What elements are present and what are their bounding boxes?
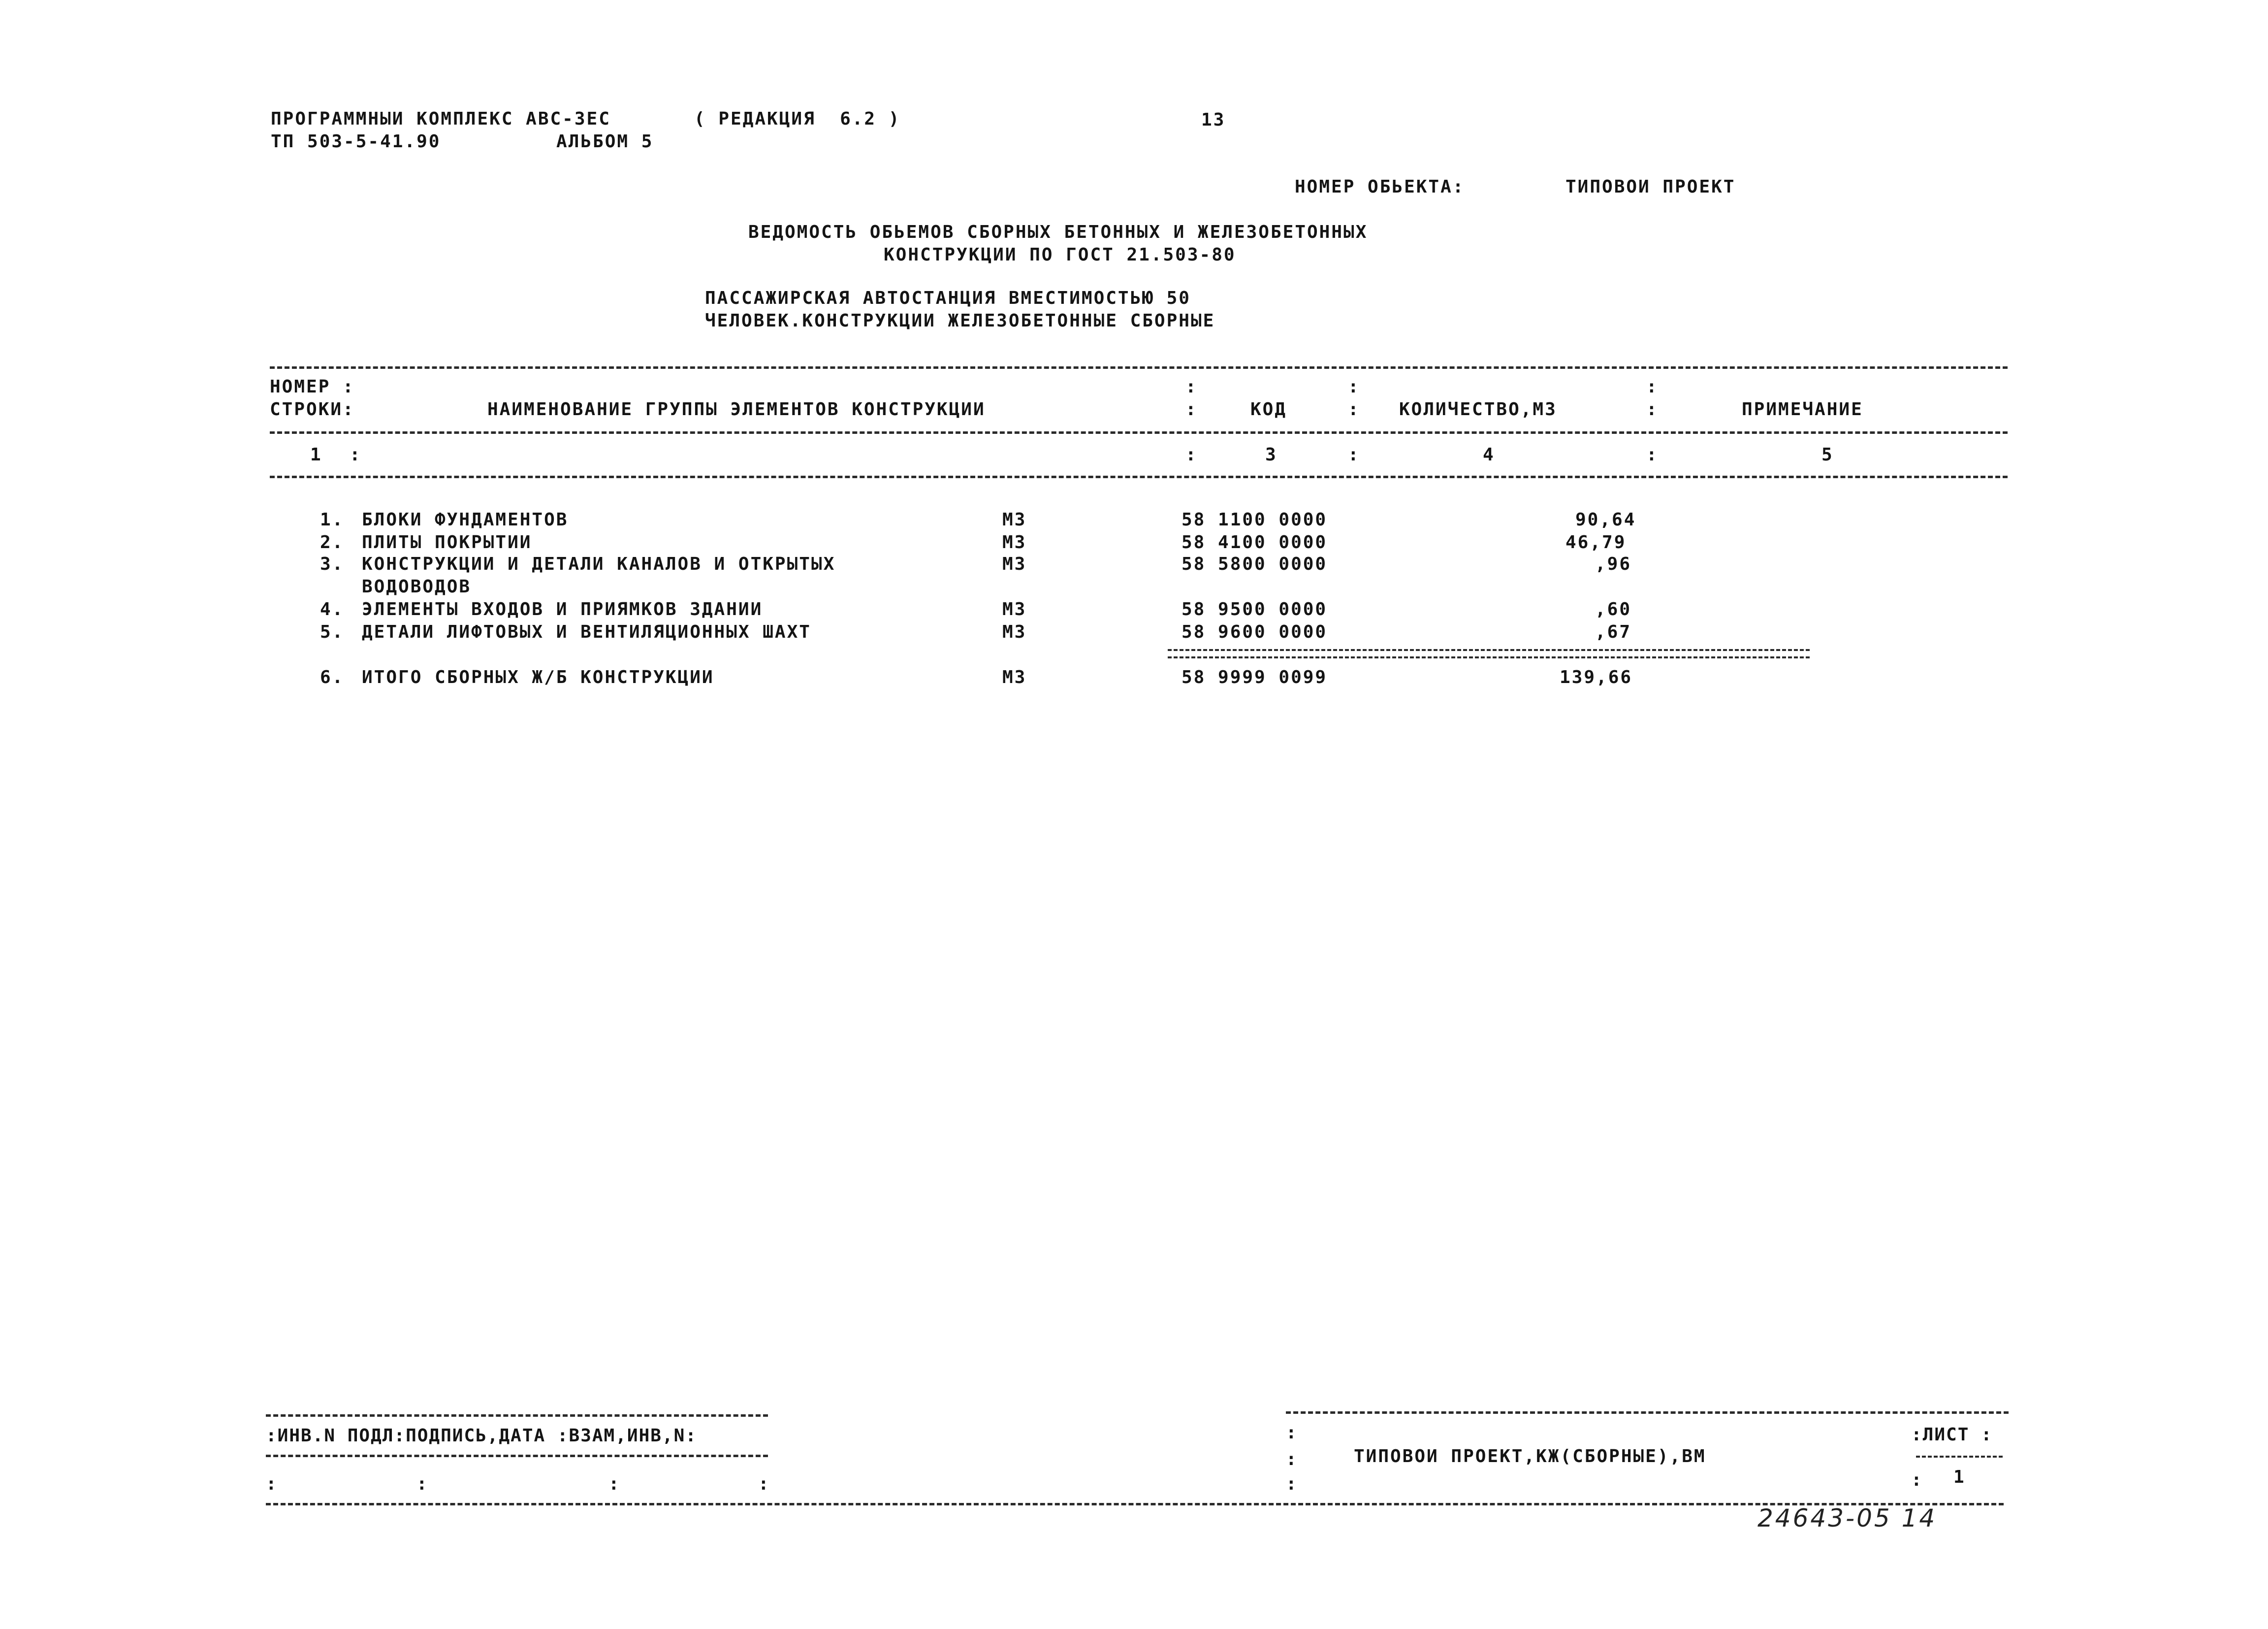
row-6-name: ИТОГО СБОРНЫХ Ж/Б КОНСТРУКЦИИ xyxy=(362,667,714,687)
footer-left-sep-2: : xyxy=(416,1474,429,1494)
handwritten-code: 24643-05 14 xyxy=(1757,1504,1937,1532)
row-3-code: 58 5800 0000 xyxy=(1182,554,1328,574)
row-3-unit: М3 xyxy=(1002,554,1027,574)
footer-right-sep-1: : xyxy=(1286,1423,1298,1443)
footer-bottom-rule xyxy=(266,1503,2004,1505)
row-4-unit: М3 xyxy=(1002,599,1027,619)
title-line-1: ВЕДОМОСТЬ ОБЬЕМОВ СБОРНЫХ БЕТОННЫХ И ЖЕЛЕЗОБЕТОННЫХ xyxy=(748,222,1368,242)
title-line-2: КОНСТРУКЦИИ ПО ГОСТ 21.503-80 xyxy=(884,245,1236,265)
header-qty: КОЛИЧЕСТВО,М3 xyxy=(1399,399,1557,420)
footer-right-sep-3: : xyxy=(1286,1474,1298,1494)
program-line: ПРОГРАММНЫИ КОМПЛЕКС АВС-ЗЕС xyxy=(271,109,611,129)
footer-left-mid-rule xyxy=(266,1455,768,1457)
header-code: КОД xyxy=(1250,399,1287,420)
row-4-name: ЭЛЕМЕНТЫ ВХОДОВ И ПРИЯМКОВ ЗДАНИИ xyxy=(362,599,763,619)
page-number: 13 xyxy=(1201,110,1226,130)
row-1-name: БЛОКИ ФУНДАМЕНТОВ xyxy=(362,510,569,530)
col-number-sep-2: : xyxy=(1185,445,1198,465)
header-sep-3b: : xyxy=(1646,399,1659,420)
footer-sheet-value: 1 xyxy=(1953,1467,1966,1487)
row-1-unit: М3 xyxy=(1002,510,1027,530)
header-sep-3a: : xyxy=(1646,377,1659,397)
col-number-5: 5 xyxy=(1821,445,1834,465)
footer-right-top-rule xyxy=(1286,1411,2009,1414)
row-6-num: 6. xyxy=(320,667,345,687)
footer-sheet-label: :ЛИСТ : xyxy=(1911,1425,1993,1445)
row-4-code: 58 9500 0000 xyxy=(1182,599,1328,619)
row-2-name: ПЛИТЫ ПОКРЫТИИ xyxy=(362,532,532,553)
row-3-name: КОНСТРУКЦИИ И ДЕТАЛИ КАНАЛОВ И ОТКРЫТЫХ xyxy=(362,554,836,574)
header-note: ПРИМЕЧАНИЕ xyxy=(1742,399,1863,420)
footer-right-sep-2: : xyxy=(1286,1449,1298,1469)
row-6-code: 58 9999 0099 xyxy=(1182,667,1328,687)
header-sep-2b: : xyxy=(1348,399,1360,420)
edition: ( РЕДАКЦИЯ 6.2 ) xyxy=(694,109,901,129)
footer-left-sep-4: : xyxy=(758,1474,770,1494)
footer-sheet-rule xyxy=(1916,1456,2003,1458)
table-top-rule xyxy=(270,366,2008,369)
row-1-qty: 90,64 xyxy=(1575,510,1636,530)
row-4-num: 4. xyxy=(320,599,345,619)
total-double-rule xyxy=(1168,649,1810,658)
row-5-name: ДЕТАЛИ ЛИФТОВЫХ И ВЕНТИЛЯЦИОННЫХ ШАХТ xyxy=(362,622,811,642)
header-sep-2a: : xyxy=(1348,377,1360,397)
row-5-unit: М3 xyxy=(1002,622,1027,642)
row-5-qty: ,67 xyxy=(1595,622,1632,642)
object-label: НОМЕР ОБЬЕКТА: xyxy=(1295,177,1465,197)
row-3-num: 3. xyxy=(320,554,345,574)
footer-left-sep-3: : xyxy=(608,1474,621,1494)
row-1-num: 1. xyxy=(320,510,345,530)
row-2-num: 2. xyxy=(320,532,345,553)
subtitle-line-1: ПАССАЖИРСКАЯ АВТОСТАНЦИЯ ВМЕСТИМОСТЬЮ 50 xyxy=(705,288,1191,308)
header-row-num-2: СТРОКИ: xyxy=(270,399,355,420)
row-6-qty: 139,66 xyxy=(1560,667,1633,687)
header-name: НАИМЕНОВАНИЕ ГРУППЫ ЭЛЕМЕНТОВ КОНСТРУКЦИИ xyxy=(487,399,986,420)
row-3-qty: ,96 xyxy=(1595,554,1632,574)
header-sep-1b: : xyxy=(1185,399,1198,420)
object-value: ТИПОВОИ ПРОЕКТ xyxy=(1565,177,1736,197)
album: АЛЬБОМ 5 xyxy=(556,131,654,152)
row-4-qty: ,60 xyxy=(1595,599,1632,619)
header-bottom-rule xyxy=(270,431,2008,434)
row-5-code: 58 9600 0000 xyxy=(1182,622,1328,642)
row-1-code: 58 1100 0000 xyxy=(1182,510,1328,530)
col-number-3: 3 xyxy=(1265,445,1278,465)
footer-left-header: :ИНВ.N ПОДЛ:ПОДПИСЬ,ДАТА :ВЗАМ,ИНВ,N: xyxy=(266,1426,697,1446)
subtitle-line-2: ЧЕЛОВЕК.КОНСТРУКЦИИ ЖЕЛЕЗОБЕТОННЫЕ СБОРНЫЕ xyxy=(705,311,1215,331)
col-number-sep-3: : xyxy=(1348,445,1360,465)
row-2-code: 58 4100 0000 xyxy=(1182,532,1328,553)
col-numbers-bottom-rule xyxy=(270,476,2008,478)
footer-title: ТИПОВОИ ПРОЕКТ,КЖ(СБОРНЫЕ),ВМ xyxy=(1354,1446,1706,1466)
footer-left-top-rule xyxy=(266,1414,768,1417)
row-2-qty: 46,79 xyxy=(1565,532,1627,553)
col-number-1: 1 xyxy=(310,445,322,465)
col-number-sep-1: : xyxy=(350,445,362,465)
col-number-sep-4: : xyxy=(1646,445,1659,465)
row-3-name-cont: ВОДОВОДОВ xyxy=(362,577,472,597)
row-5-num: 5. xyxy=(320,622,345,642)
footer-sheet-sep: : xyxy=(1911,1470,1923,1490)
header-sep-1a: : xyxy=(1185,377,1198,397)
footer-left-sep-1: : xyxy=(266,1474,278,1494)
row-6-unit: М3 xyxy=(1002,667,1027,687)
col-number-4: 4 xyxy=(1483,445,1495,465)
row-2-unit: М3 xyxy=(1002,532,1027,553)
header-row-num-1: НОМЕР : xyxy=(270,377,355,397)
project-code: ТП 503-5-41.90 xyxy=(271,131,441,152)
